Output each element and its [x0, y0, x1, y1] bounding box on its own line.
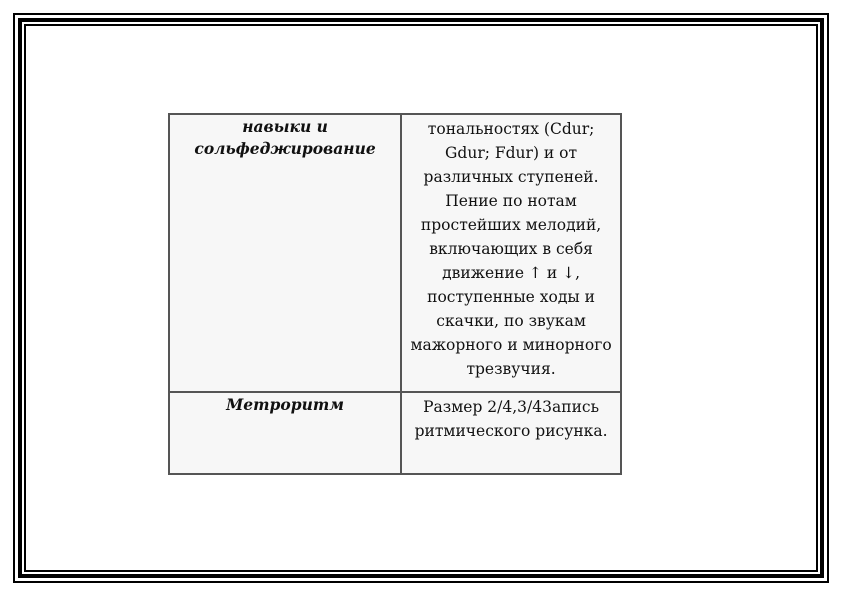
row-label: Метроритм — [169, 392, 401, 474]
table-row — [169, 114, 621, 392]
table-row — [169, 392, 621, 474]
content-table — [168, 113, 622, 475]
row-label: навыки и сольфеджирование — [169, 114, 401, 392]
row-text: тональностях (Cdur; Gdur; Fdur) и от различных ступеней. Пение по нотам простейших мелодий, включающих в себя движение ↑ и ↓, поступенные ходы и скачки, по звукам мажорного и минорного трезвучия. — [401, 114, 621, 392]
row-text: Размер 2/4,3/43апись ритмического рисунка. — [401, 392, 621, 474]
